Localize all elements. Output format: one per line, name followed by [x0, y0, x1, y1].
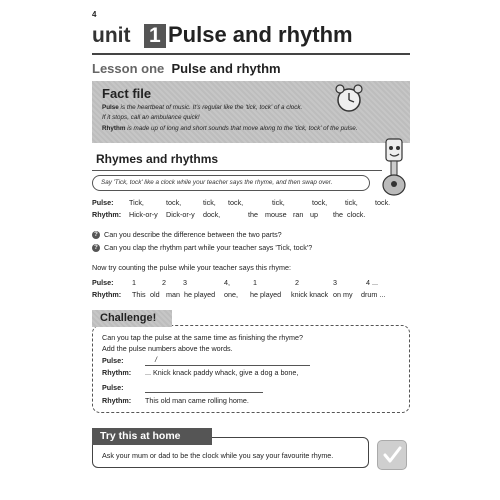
question-2: [92, 243, 312, 252]
challenge-rhythm-1: ... Knick knack paddy whack, give a dog a bone,: [145, 368, 299, 377]
question-icon: ?: [92, 244, 100, 252]
count-number: 4,: [224, 278, 230, 287]
rhythm-text: is made up of long and short sounds that move along to the 'tick, tock' of the pulse.: [125, 125, 358, 132]
pulse-word: tock,: [312, 198, 328, 207]
pulse-text: is the heartbeat of music. It's regular like the 'tick, tock' of a clock.: [118, 104, 303, 111]
question-text: Can you clap the rhythm part while your teacher says 'Tick, tock'?: [104, 243, 313, 252]
pulse-word: tock,: [166, 198, 182, 207]
challenge-pulse-label-1: Pulse:: [102, 356, 124, 365]
challenge-line-1: Can you tap the pulse at the same time as finishing the rhyme?: [102, 333, 303, 342]
check-icon: [378, 441, 406, 469]
home-title: Try this at home: [100, 430, 181, 442]
rhyme-word: old: [150, 290, 160, 299]
pulse-word: Tick,: [129, 198, 144, 207]
lesson-heading: [92, 61, 281, 76]
challenge-title: Challenge!: [100, 312, 157, 324]
rhythm-term: Rhythm: [102, 125, 126, 132]
rhythm-word: Hick-or-y: [129, 210, 158, 219]
count-number: 1: [253, 278, 257, 287]
rhymes-heading: Rhymes and rhythms: [96, 152, 219, 166]
unit-label: unit: [92, 24, 131, 47]
count-number: 1: [132, 278, 136, 287]
pulse-term: Pulse: [102, 104, 119, 111]
rhyme-word: one,: [224, 290, 238, 299]
count-number: 3: [333, 278, 337, 287]
rhyme-word: knick knack: [291, 290, 329, 299]
count-number: 3: [183, 278, 187, 287]
challenge-rhythm-label-2: Rhythm:: [102, 396, 132, 405]
counting-pulse-label: Pulse:: [92, 278, 114, 287]
rhythm-word: dock,: [203, 210, 221, 219]
fact-pulse-line: [102, 104, 302, 111]
count-number: 2: [295, 278, 299, 287]
rhyme-word: he played: [184, 290, 216, 299]
rhyme-word: he played: [250, 290, 282, 299]
rhythm-word: the: [248, 210, 258, 219]
rhyme-word: This: [132, 290, 146, 299]
counting-intro: Now try counting the pulse while your teacher says this rhyme:: [92, 263, 291, 272]
challenge-pulse-label-2: Pulse:: [102, 383, 124, 392]
challenge-line-2: Add the pulse numbers above the words.: [102, 344, 233, 353]
count-number: 2: [162, 278, 166, 287]
rhythm-word: Dick-or-y: [166, 210, 195, 219]
unit-number: 1: [144, 24, 166, 48]
rhymes-rule: [92, 170, 382, 171]
counting-rhythm-label: Rhythm:: [92, 290, 122, 299]
unit-title: Pulse and rhythm: [168, 22, 353, 47]
title-rule: [92, 53, 410, 55]
guitar-character-icon: [378, 137, 410, 197]
challenge-rhythm-2: This old man came rolling home.: [145, 396, 249, 405]
pulse-answer-line-1[interactable]: [145, 365, 310, 366]
pulse-word: tock,: [228, 198, 244, 207]
pulse-answer-line-2[interactable]: [145, 392, 263, 393]
rhythm-word: mouse: [265, 210, 287, 219]
rhythm-word: the: [333, 210, 343, 219]
rhythm-label: Rhythm:: [92, 210, 122, 219]
rhythm-word: ran: [293, 210, 304, 219]
checkbox-tick[interactable]: [377, 440, 407, 470]
challenge-rhythm-label-1: Rhythm:: [102, 368, 132, 377]
rhyme-word: on my: [333, 290, 353, 299]
page-number: 4: [92, 10, 97, 19]
pulse-word: tick,: [272, 198, 285, 207]
rhythm-word: up: [310, 210, 318, 219]
fact-rhythm-line: [102, 125, 357, 132]
count-number: 4 ...: [366, 278, 378, 287]
pulse-word: tick,: [345, 198, 358, 207]
lesson-title: Pulse and rhythm: [171, 61, 281, 76]
lesson-number: Lesson one: [92, 61, 165, 76]
question-icon: ?: [92, 231, 100, 239]
fact-pulse-line-2: If it stops, call an ambulance quick!: [102, 114, 200, 121]
alarm-clock-icon: [334, 83, 364, 113]
pulse-label: Pulse:: [92, 198, 114, 207]
question-text: Can you describe the difference between the two parts?: [104, 230, 282, 239]
rhythm-word: clock.: [347, 210, 366, 219]
pulse-word: tock.: [375, 198, 391, 207]
fact-file-title: Fact file: [102, 86, 152, 101]
pulse-mark: /: [155, 355, 157, 364]
pulse-word: tick,: [203, 198, 216, 207]
question-1: [92, 230, 282, 239]
home-text: Ask your mum or dad to be the clock while you say your favourite rhyme.: [102, 451, 334, 460]
speech-bubble: Say 'Tick, tock' like a clock while your teacher says the rhyme, and then swap over.: [92, 175, 370, 191]
rhyme-word: drum ...: [361, 290, 386, 299]
rhyme-word: man: [166, 290, 180, 299]
